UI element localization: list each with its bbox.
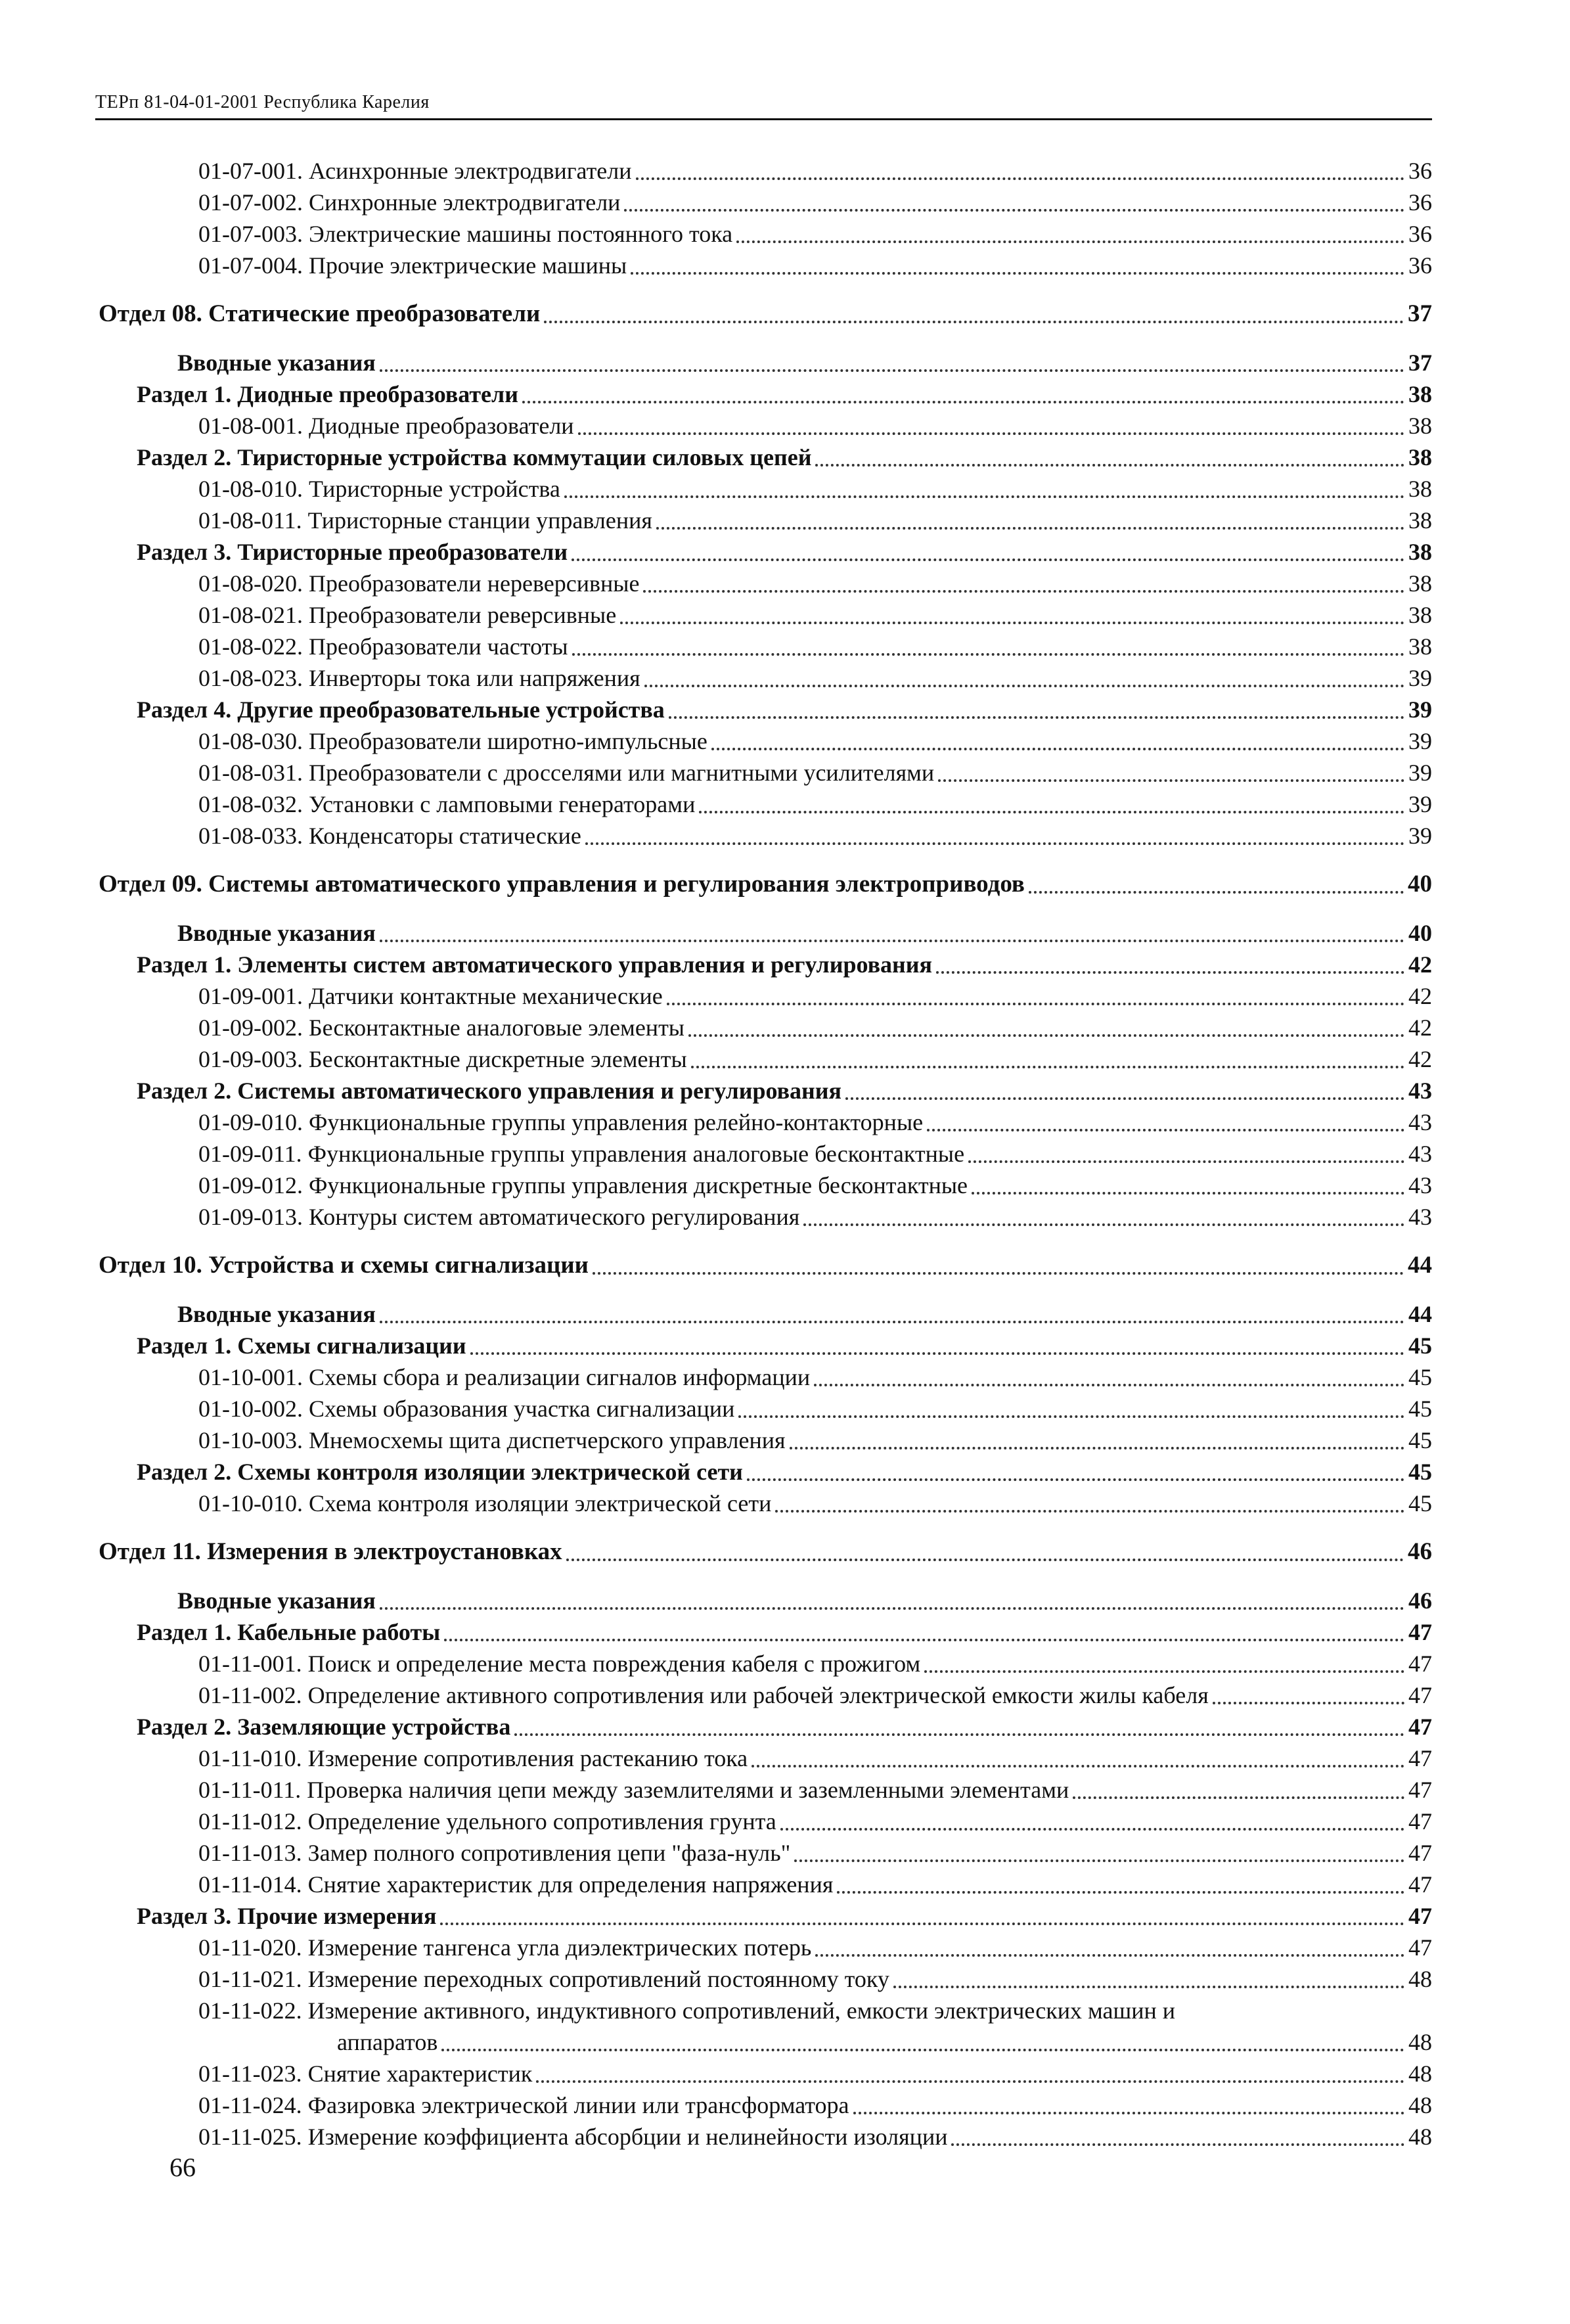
dot-leader bbox=[572, 653, 1404, 656]
toc-entry-title: 01-08-030. Преобразователи широтно-импульсные bbox=[198, 728, 707, 754]
toc-entry-razdel bbox=[95, 1330, 1432, 1361]
toc-entry-title: 01-10-010. Схема контроля изоляции электрической сети bbox=[198, 1490, 772, 1516]
toc-entry-vvod bbox=[95, 347, 1432, 378]
toc-entry-title: Раздел 4. Другие преобразовательные устройства bbox=[137, 696, 665, 723]
toc-entry-page: 47 bbox=[1408, 1714, 1432, 1740]
toc-entry-page: 47 bbox=[1408, 1745, 1432, 1771]
dot-leader bbox=[620, 622, 1404, 624]
toc-entry-page: 42 bbox=[1408, 983, 1432, 1009]
toc-entry-page: 39 bbox=[1408, 823, 1432, 849]
toc-entry-title: 01-09-002. Бесконтактные аналоговые элементы bbox=[198, 1014, 684, 1041]
dot-leader bbox=[738, 1415, 1404, 1418]
dot-leader bbox=[380, 369, 1404, 372]
dot-leader bbox=[1029, 891, 1404, 894]
toc-entry-page: 45 bbox=[1408, 1490, 1432, 1516]
dot-leader bbox=[593, 1272, 1404, 1275]
toc-entry-title: 01-09-012. Функциональные группы управления дискретные бесконтактные bbox=[198, 1172, 968, 1198]
toc-entry-item bbox=[95, 505, 1432, 536]
toc-entry-item bbox=[95, 155, 1432, 187]
dot-leader bbox=[631, 272, 1404, 275]
toc-entry-title: 01-07-003. Электрические машины постоянного тока bbox=[198, 221, 733, 247]
running-header: ТЕРп 81-04-01-2001 Республика Карелия bbox=[95, 92, 1432, 120]
dot-leader bbox=[572, 558, 1404, 561]
dot-leader bbox=[514, 1733, 1404, 1736]
dot-leader bbox=[578, 432, 1404, 435]
dot-leader bbox=[751, 1765, 1404, 1767]
toc-entry-title: Раздел 1. Схемы сигнализации bbox=[137, 1333, 466, 1359]
toc-entry-item bbox=[95, 1648, 1432, 1679]
dot-leader bbox=[924, 1670, 1404, 1673]
toc-entry-otdel bbox=[95, 869, 1432, 900]
dot-leader bbox=[936, 971, 1404, 974]
toc-entry-page: 42 bbox=[1408, 1014, 1432, 1041]
toc-entry-razdel bbox=[95, 1616, 1432, 1648]
toc-entry-title: 01-09-003. Бесконтактные дискретные элементы bbox=[198, 1046, 687, 1072]
dot-leader bbox=[643, 590, 1404, 593]
toc-entry-item bbox=[95, 1806, 1432, 1837]
toc-entry-item bbox=[95, 1837, 1432, 1869]
toc-entry-page: 38 bbox=[1408, 539, 1432, 565]
toc-entry-page: 47 bbox=[1408, 1903, 1432, 1929]
toc-entry-title: 01-11-010. Измерение сопротивления растеканию тока bbox=[198, 1745, 748, 1771]
toc-entry-item bbox=[95, 980, 1432, 1012]
toc-entry-title: Раздел 2. Системы автоматического управления и регулирования bbox=[137, 1078, 841, 1104]
toc-entry-page: 39 bbox=[1408, 665, 1432, 691]
toc-entry-title: 01-11-011. Проверка наличия цепи между заземлителями и заземленными элементами bbox=[198, 1777, 1069, 1803]
dot-leader bbox=[536, 2080, 1404, 2083]
toc-entry-title: 01-08-022. Преобразователи частоты bbox=[198, 633, 568, 660]
toc-entry-page: 40 bbox=[1408, 871, 1432, 898]
dot-leader bbox=[669, 716, 1404, 719]
dot-leader bbox=[656, 527, 1404, 530]
toc-entry-item bbox=[95, 1932, 1432, 1963]
toc-entry-title: Раздел 3. Прочие измерения bbox=[137, 1903, 437, 1929]
toc-entry-item bbox=[95, 1201, 1432, 1233]
toc-entry-razdel bbox=[95, 1456, 1432, 1488]
toc-entry-title: Отдел 09. Системы автоматического управления и регулирования электроприводов bbox=[99, 871, 1025, 898]
toc-entry-page: 46 bbox=[1408, 1587, 1432, 1614]
toc-entry-item bbox=[95, 757, 1432, 788]
toc-entry-title: 01-11-025. Измерение коэффициента абсорбции и нелинейности изоляции bbox=[198, 2124, 948, 2150]
toc-entry-item bbox=[95, 250, 1432, 281]
toc-entry-page: 39 bbox=[1408, 728, 1432, 754]
toc-entry-page: 48 bbox=[1408, 2061, 1432, 2087]
toc-entry-title: 01-11-023. Снятие характеристик bbox=[198, 2061, 533, 2087]
toc-entry-page: 45 bbox=[1408, 1427, 1432, 1453]
dot-leader bbox=[815, 464, 1404, 467]
toc-entry-item bbox=[95, 1170, 1432, 1201]
toc-entry-page: 43 bbox=[1408, 1109, 1432, 1135]
toc-entry-title: Вводные указания bbox=[177, 1587, 376, 1614]
toc-entry-page: 45 bbox=[1408, 1333, 1432, 1359]
toc-entry-item bbox=[95, 1488, 1432, 1519]
toc-entry-title: Вводные указания bbox=[177, 1301, 376, 1327]
toc-entry-page: 38 bbox=[1408, 570, 1432, 597]
toc-entry-title: 01-10-003. Мнемосхемы щита диспетчерского управления bbox=[198, 1427, 786, 1453]
toc-entry-otdel bbox=[95, 298, 1432, 330]
toc-entry-title: 01-11-012. Определение удельного сопротивления грунта bbox=[198, 1808, 776, 1834]
toc-entry-page: 45 bbox=[1408, 1396, 1432, 1422]
toc-entry-item bbox=[95, 1679, 1432, 1711]
toc-entry-page: 38 bbox=[1408, 633, 1432, 660]
toc-entry-title: Раздел 1. Элементы систем автоматического управления и регулирования bbox=[137, 951, 933, 978]
toc-entry-page: 43 bbox=[1408, 1172, 1432, 1198]
toc-entry-title: Отдел 08. Статические преобразователи bbox=[99, 300, 541, 327]
toc-entry-item bbox=[95, 218, 1432, 250]
toc-entry-item bbox=[95, 1774, 1432, 1806]
toc-entry-title: 01-07-001. Асинхронные электродвигатели bbox=[198, 158, 632, 184]
dot-leader bbox=[380, 1321, 1404, 1323]
toc-entry-title: 01-07-002. Синхронные электродвигатели bbox=[198, 189, 621, 216]
dot-leader bbox=[972, 1192, 1404, 1195]
dot-leader bbox=[544, 321, 1404, 323]
dot-leader bbox=[564, 495, 1404, 498]
dot-leader bbox=[699, 811, 1404, 813]
toc-entry-razdel bbox=[95, 442, 1432, 473]
dot-leader bbox=[790, 1447, 1404, 1449]
dot-leader bbox=[775, 1510, 1404, 1513]
toc-entry-title: 01-11-014. Снятие характеристик для определения напряжения bbox=[198, 1871, 834, 1898]
dot-leader bbox=[644, 685, 1404, 687]
toc-entry-title: Раздел 1. Кабельные работы bbox=[137, 1619, 441, 1645]
toc-entry-page: 36 bbox=[1408, 252, 1432, 279]
toc-entry-page: 47 bbox=[1408, 1619, 1432, 1645]
toc-entry-razdel bbox=[95, 536, 1432, 568]
toc-entry-item bbox=[95, 1869, 1432, 1900]
toc-entry-page: 44 bbox=[1408, 1252, 1432, 1279]
toc-entry-item bbox=[95, 2089, 1432, 2121]
toc-entry-item bbox=[95, 725, 1432, 757]
dot-leader bbox=[380, 940, 1404, 942]
toc-entry-title: 01-09-011. Функциональные группы управления аналоговые бесконтактные bbox=[198, 1141, 965, 1167]
toc-entry-title: 01-07-004. Прочие электрические машины bbox=[198, 252, 627, 279]
toc-entry-page: 40 bbox=[1408, 920, 1432, 946]
toc-entry-item bbox=[95, 568, 1432, 599]
toc-entry-page: 43 bbox=[1408, 1141, 1432, 1167]
toc-entry-item bbox=[95, 2121, 1432, 2153]
toc-entry-title: 01-11-020. Измерение тангенса угла диэлектрических потерь bbox=[198, 1934, 812, 1961]
toc-entry-page: 42 bbox=[1408, 951, 1432, 978]
toc-entry-page: 47 bbox=[1408, 1840, 1432, 1866]
toc-entry-title: Отдел 11. Измерения в электроустановках bbox=[99, 1538, 562, 1565]
toc-entry-title: 01-11-021. Измерение переходных сопротивлений постоянному току bbox=[198, 1966, 889, 1992]
toc-entry-item bbox=[95, 187, 1432, 218]
dot-leader bbox=[794, 1859, 1404, 1862]
toc-entry-title: 01-11-013. Замер полного сопротивления цепи "фаза-нуль" bbox=[198, 1840, 791, 1866]
page-number: 66 bbox=[169, 2153, 196, 2182]
toc-entry-title: 01-11-002. Определение активного сопротивления или рабочей электрической емкости жилы кабеля bbox=[198, 1682, 1209, 1708]
toc-entry-title: 01-08-023. Инверторы тока или напряжения bbox=[198, 665, 640, 691]
dot-leader bbox=[780, 1828, 1404, 1831]
toc-entry-page: 47 bbox=[1408, 1871, 1432, 1898]
toc-entry-page: 47 bbox=[1408, 1682, 1432, 1708]
toc-entry-title: 01-08-033. Конденсаторы статические bbox=[198, 823, 581, 849]
toc-entry-item bbox=[95, 631, 1432, 662]
dot-leader bbox=[938, 779, 1404, 782]
toc-entry-page: 38 bbox=[1408, 507, 1432, 534]
toc-entry-title: 01-08-020. Преобразователи нереверсивные bbox=[198, 570, 640, 597]
toc-entry-page: 38 bbox=[1408, 602, 1432, 628]
toc-entry-page: 39 bbox=[1408, 760, 1432, 786]
dot-leader bbox=[688, 1034, 1404, 1037]
toc-entry-page: 48 bbox=[1408, 1966, 1432, 1992]
toc-entry-item bbox=[95, 2058, 1432, 2089]
dot-leader bbox=[711, 748, 1404, 750]
toc-entry-page: 36 bbox=[1408, 158, 1432, 184]
toc-entry-title: 01-11-024. Фазировка электрической линии или трансформатора bbox=[198, 2092, 849, 2118]
toc-entry-title: аппаратов bbox=[337, 2029, 438, 2055]
toc-entry-title: Раздел 3. Тиристорные преобразователи bbox=[137, 539, 568, 565]
dot-leader bbox=[1073, 1796, 1404, 1799]
toc-entry-item bbox=[95, 1138, 1432, 1170]
toc-entry-wrap1 bbox=[95, 1995, 1432, 2026]
toc-entry-page: 39 bbox=[1408, 696, 1432, 723]
toc-entry-item bbox=[95, 1424, 1432, 1456]
dot-leader bbox=[968, 1160, 1404, 1163]
dot-leader bbox=[522, 401, 1404, 403]
toc-entry-razdel bbox=[95, 694, 1432, 725]
toc-entry-title: 01-09-010. Функциональные группы управления релейно-контакторные bbox=[198, 1109, 924, 1135]
toc-entry-razdel bbox=[95, 1075, 1432, 1106]
toc-entry-vvod bbox=[95, 1298, 1432, 1330]
toc-entry-wrap2 bbox=[95, 2026, 1432, 2058]
toc-entry-item bbox=[95, 788, 1432, 820]
toc-entry-vvod bbox=[95, 917, 1432, 949]
dot-leader bbox=[853, 2112, 1404, 2114]
toc-entry-otdel bbox=[95, 1536, 1432, 1568]
dot-leader bbox=[1213, 1702, 1404, 1704]
toc-entry-razdel bbox=[95, 1900, 1432, 1932]
toc-entry-page: 47 bbox=[1408, 1808, 1432, 1834]
toc-entry-title: 01-11-022. Измерение активного, индуктивного сопротивлений, емкости электрических машин и bbox=[198, 1997, 1175, 2024]
dot-leader bbox=[380, 1607, 1404, 1610]
toc-entry-page: 47 bbox=[1408, 1934, 1432, 1961]
dot-leader bbox=[747, 1478, 1404, 1481]
toc-entry-title: 01-09-013. Контуры систем автоматического регулирования bbox=[198, 1204, 800, 1230]
toc-entry-item bbox=[95, 1743, 1432, 1774]
toc-entry-title: Отдел 10. Устройства и схемы сигнализации bbox=[99, 1252, 589, 1279]
toc-entry-page: 38 bbox=[1408, 381, 1432, 407]
toc-entry-item bbox=[95, 1012, 1432, 1043]
toc-entry-page: 45 bbox=[1408, 1364, 1432, 1390]
toc-entry-page: 37 bbox=[1408, 300, 1432, 327]
toc-entry-title: 01-08-001. Диодные преобразователи bbox=[198, 413, 574, 439]
dot-leader bbox=[927, 1129, 1404, 1131]
dot-leader bbox=[585, 842, 1404, 845]
toc-entry-razdel bbox=[95, 378, 1432, 410]
toc-entry-otdel bbox=[95, 1250, 1432, 1281]
dot-leader bbox=[893, 1986, 1404, 1988]
toc-entry-page: 46 bbox=[1408, 1538, 1432, 1565]
toc-entry-item bbox=[95, 1393, 1432, 1424]
toc-entry-title: Раздел 2. Заземляющие устройства bbox=[137, 1714, 511, 1740]
toc-entry-page: 48 bbox=[1408, 2124, 1432, 2150]
dot-leader bbox=[951, 2143, 1404, 2146]
toc-entry-title: 01-09-001. Датчики контактные механические bbox=[198, 983, 663, 1009]
toc-entry-razdel bbox=[95, 1711, 1432, 1743]
toc-entry-title: 01-08-021. Преобразователи реверсивные bbox=[198, 602, 617, 628]
toc-entry-page: 37 bbox=[1408, 350, 1432, 376]
toc-entry-title: Раздел 1. Диодные преобразователи bbox=[137, 381, 518, 407]
toc-entry-razdel bbox=[95, 949, 1432, 980]
toc-entry-title: 01-08-010. Тиристорные устройства bbox=[198, 476, 560, 502]
dot-leader bbox=[814, 1384, 1404, 1386]
toc-entry-title: Раздел 2. Схемы контроля изоляции электрической сети bbox=[137, 1459, 743, 1485]
toc-entry-title: 01-10-002. Схемы образования участка сигнализации bbox=[198, 1396, 735, 1422]
toc-entry-page: 47 bbox=[1408, 1777, 1432, 1803]
dot-leader bbox=[636, 177, 1404, 180]
toc-entry-item bbox=[95, 1963, 1432, 1995]
dot-leader bbox=[815, 1954, 1404, 1957]
dot-leader bbox=[845, 1097, 1404, 1100]
toc-entry-title: 01-11-001. Поиск и определение места повреждения кабеля с прожигом bbox=[198, 1651, 921, 1677]
toc-entry-title: Вводные указания bbox=[177, 920, 376, 946]
toc-entry-item bbox=[95, 1043, 1432, 1075]
toc-entry-item bbox=[95, 820, 1432, 852]
toc-entry-title: 01-08-032. Установки с ламповыми генераторами bbox=[198, 791, 696, 817]
toc-entry-title: 01-08-011. Тиристорные станции управления bbox=[198, 507, 652, 534]
toc-entry-title: Раздел 2. Тиристорные устройства коммутации силовых цепей bbox=[137, 444, 812, 470]
toc-entry-page: 45 bbox=[1408, 1459, 1432, 1485]
toc-entry-page: 43 bbox=[1408, 1204, 1432, 1230]
toc-entry-item bbox=[95, 473, 1432, 505]
table-of-contents bbox=[95, 155, 1432, 2153]
dot-leader bbox=[444, 1639, 1404, 1641]
toc-entry-item bbox=[95, 1106, 1432, 1138]
dot-leader bbox=[667, 1003, 1404, 1005]
toc-entry-page: 43 bbox=[1408, 1078, 1432, 1104]
toc-entry-title: 01-10-001. Схемы сбора и реализации сигналов информации bbox=[198, 1364, 811, 1390]
toc-entry-item bbox=[95, 410, 1432, 442]
toc-entry-vvod bbox=[95, 1585, 1432, 1616]
toc-entry-page: 38 bbox=[1408, 476, 1432, 502]
toc-entry-item bbox=[95, 599, 1432, 631]
toc-entry-title: Вводные указания bbox=[177, 350, 376, 376]
toc-entry-page: 44 bbox=[1408, 1301, 1432, 1327]
dot-leader bbox=[837, 1891, 1404, 1894]
dot-leader bbox=[691, 1066, 1404, 1068]
toc-entry-page: 39 bbox=[1408, 791, 1432, 817]
dot-leader bbox=[470, 1352, 1404, 1355]
toc-entry-item bbox=[95, 1361, 1432, 1393]
toc-entry-page: 38 bbox=[1408, 444, 1432, 470]
toc-entry-title: 01-08-031. Преобразователи с дросселями или магнитными усилителями bbox=[198, 760, 935, 786]
toc-entry-page: 42 bbox=[1408, 1046, 1432, 1072]
toc-entry-page: 48 bbox=[1408, 2029, 1432, 2055]
toc-entry-page: 47 bbox=[1408, 1651, 1432, 1677]
toc-entry-page: 48 bbox=[1408, 2092, 1432, 2118]
dot-leader bbox=[566, 1559, 1404, 1561]
dot-leader bbox=[441, 2049, 1404, 2051]
dot-leader bbox=[736, 240, 1404, 243]
toc-entry-page: 36 bbox=[1408, 189, 1432, 216]
toc-entry-item bbox=[95, 662, 1432, 694]
dot-leader bbox=[803, 1223, 1404, 1226]
toc-entry-page: 36 bbox=[1408, 221, 1432, 247]
dot-leader bbox=[624, 209, 1404, 212]
toc-entry-page: 38 bbox=[1408, 413, 1432, 439]
dot-leader bbox=[440, 1923, 1404, 1925]
